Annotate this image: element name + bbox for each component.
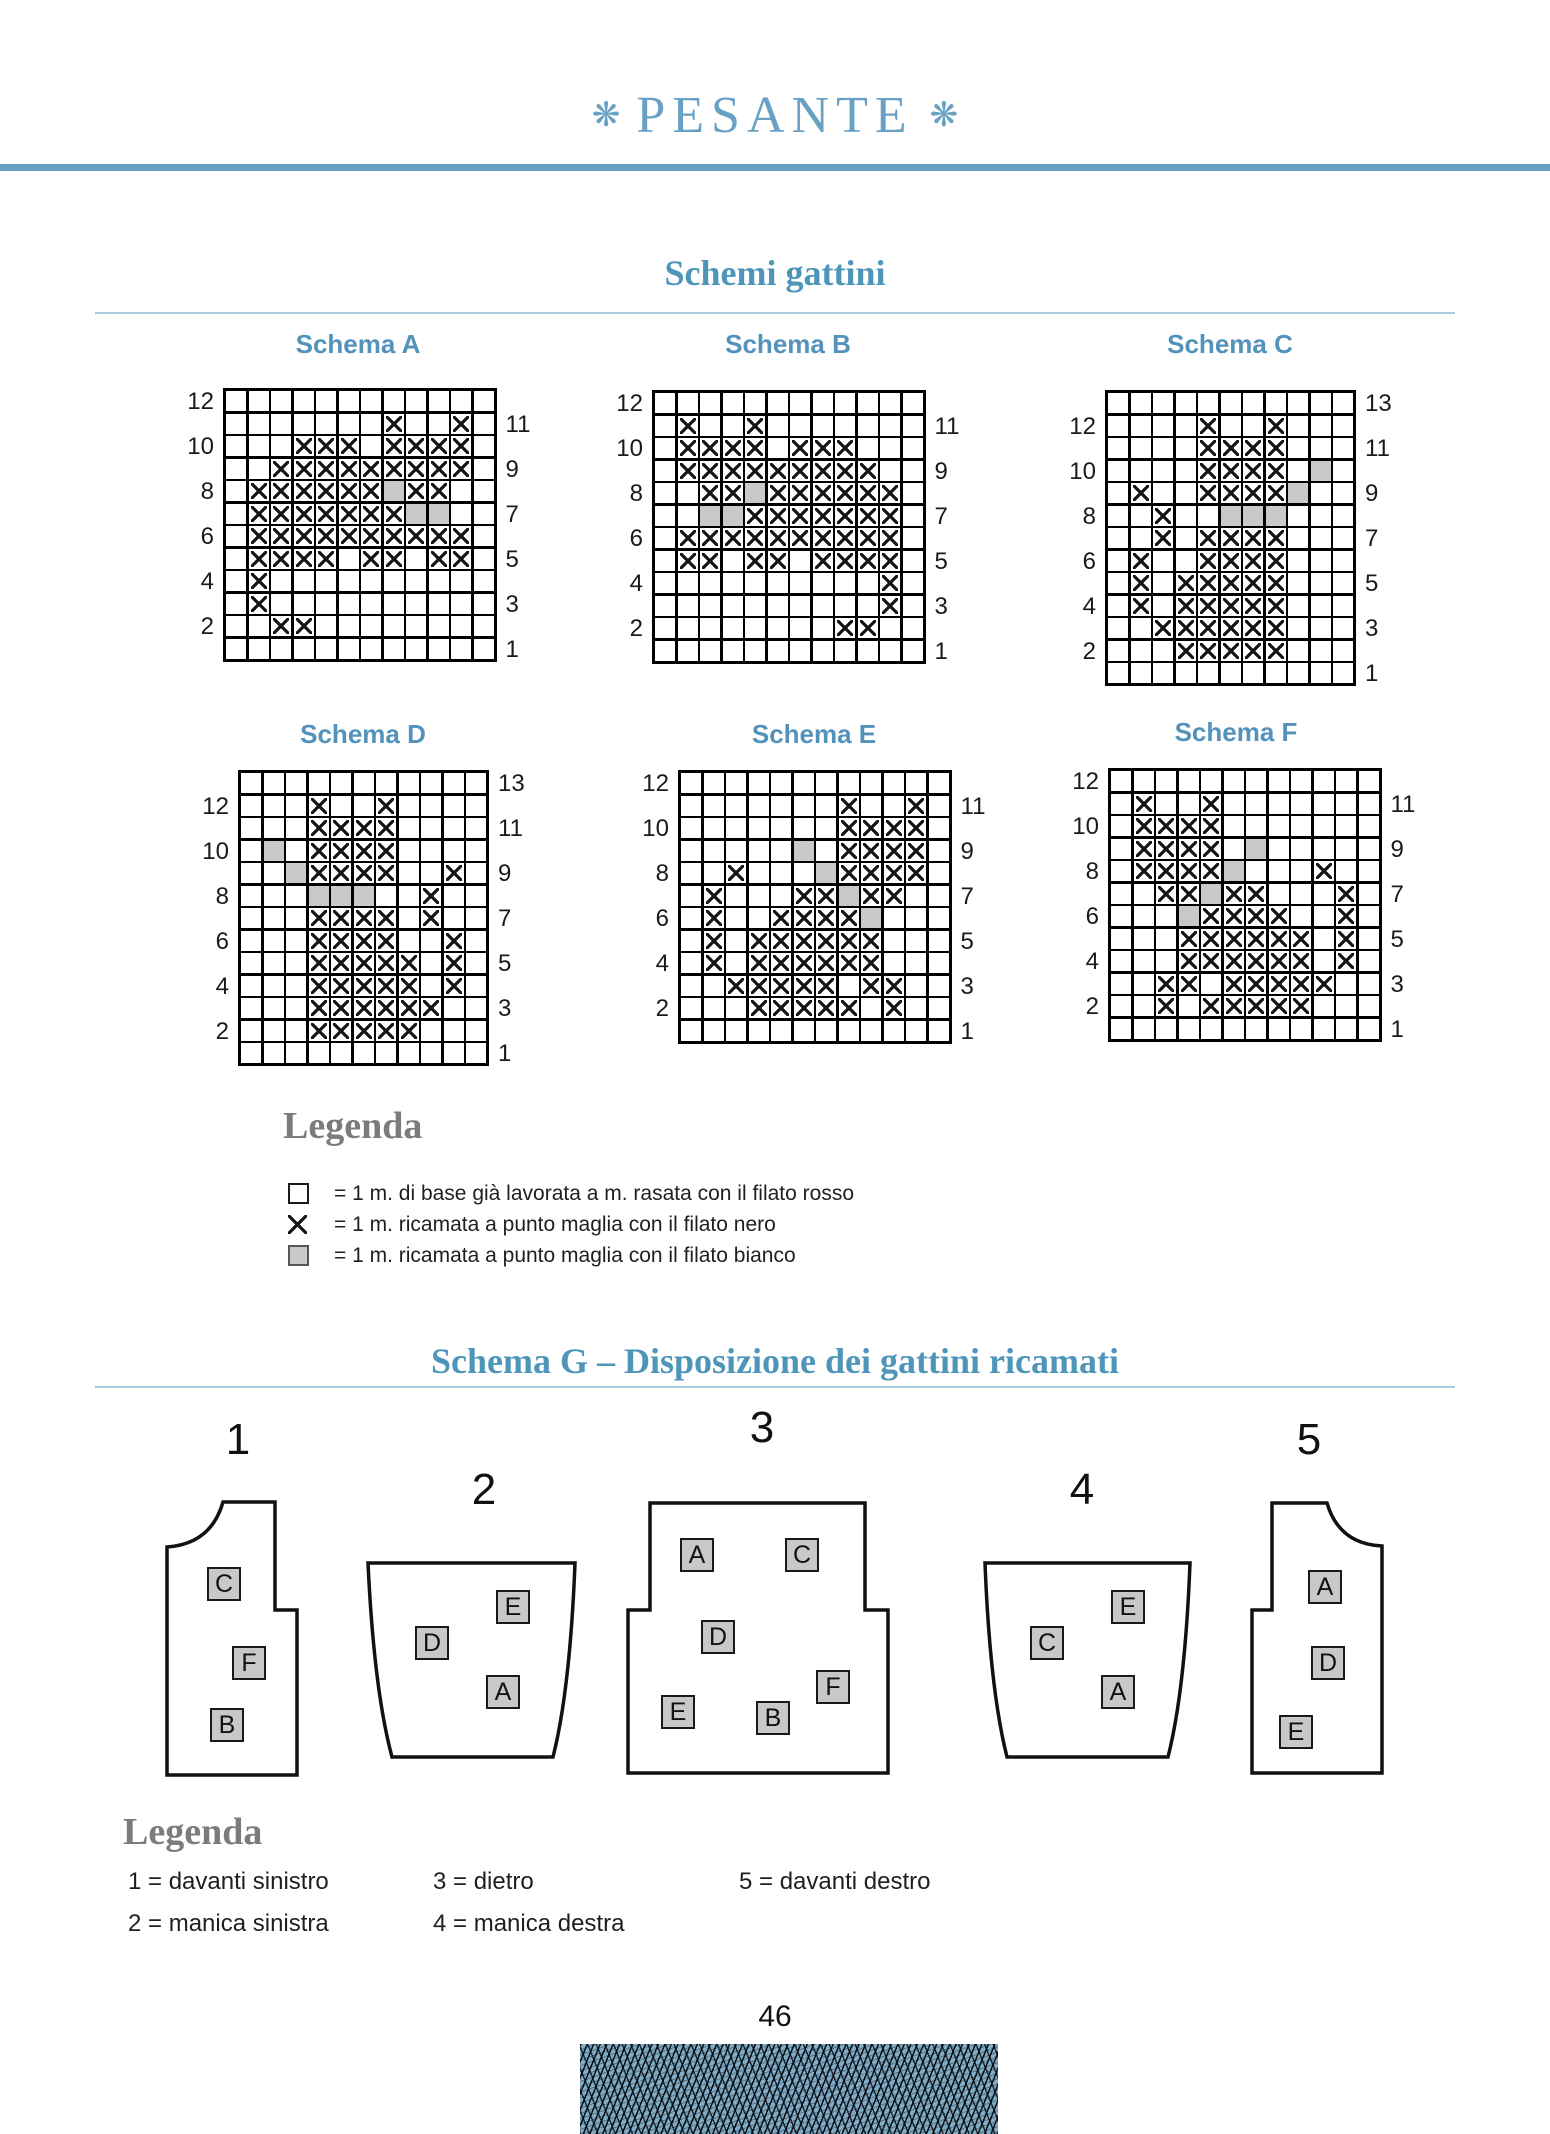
schema-c-title: Schema C bbox=[1167, 329, 1293, 359]
schema-letter-box: A bbox=[1308, 1570, 1342, 1604]
legend-text: = 1 m. di base già lavorata a m. rasata con il filato rosso bbox=[334, 1181, 855, 1205]
schema-letter-box: B bbox=[756, 1701, 790, 1735]
piece-number: 2 bbox=[471, 1465, 497, 1514]
row-label: 7 bbox=[1365, 525, 1379, 552]
schema-letter-box: B bbox=[210, 1708, 244, 1742]
row-label: 5 bbox=[1390, 925, 1404, 953]
legend-text: = 1 m. ricamata a punto maglia con il filato bianco bbox=[334, 1243, 796, 1267]
schema-letter-box: D bbox=[701, 1620, 735, 1654]
row-label: 4 bbox=[655, 950, 669, 977]
row-label: 1 bbox=[960, 1017, 974, 1045]
row-label: 3 bbox=[498, 995, 512, 1022]
piece-outline-5 bbox=[1252, 1503, 1382, 1773]
row-label: 8 bbox=[629, 480, 643, 507]
row-label: 1 bbox=[498, 1040, 512, 1067]
row-label: 6 bbox=[1085, 903, 1099, 930]
row-label: 7 bbox=[1390, 880, 1404, 908]
row-label: 12 bbox=[1069, 412, 1096, 440]
row-label: 11 bbox=[960, 792, 986, 820]
row-label: 11 bbox=[934, 412, 960, 440]
row-label: 5 bbox=[498, 950, 512, 977]
layout-legend-heading: Legenda bbox=[123, 1811, 263, 1853]
row-label: 12 bbox=[187, 388, 214, 415]
row-label: 3 bbox=[934, 592, 948, 620]
row-label: 12 bbox=[642, 770, 669, 797]
row-label: 9 bbox=[1365, 480, 1379, 507]
section-heading-schema-g: Schema G – Disposizione dei gattini ricamati bbox=[431, 1341, 1119, 1381]
row-label: 3 bbox=[960, 972, 974, 1000]
row-label: 2 bbox=[1082, 637, 1096, 665]
row-label: 12 bbox=[616, 390, 643, 417]
schema-f-title: Schema F bbox=[1174, 717, 1298, 747]
row-label: 8 bbox=[1085, 858, 1099, 885]
row-label: 4 bbox=[1085, 948, 1099, 975]
row-label: 9 bbox=[960, 837, 974, 865]
piece-number: 5 bbox=[1296, 1415, 1322, 1464]
schema-letter-box: F bbox=[232, 1646, 266, 1680]
row-label: 9 bbox=[1390, 835, 1404, 863]
piece-number: 1 bbox=[225, 1415, 251, 1464]
row-label: 2 bbox=[655, 995, 669, 1022]
row-label: 2 bbox=[200, 613, 214, 640]
schema-letter-box: E bbox=[661, 1695, 695, 1729]
row-label: 8 bbox=[1082, 502, 1096, 530]
schema-letter-box: E bbox=[1111, 1590, 1145, 1624]
row-label: 6 bbox=[215, 927, 229, 955]
piece-outline-2 bbox=[368, 1563, 575, 1757]
row-label: 6 bbox=[1082, 547, 1096, 575]
row-label: 12 bbox=[1072, 768, 1099, 795]
schema-letter-box: A bbox=[486, 1675, 520, 1709]
layout-legend-item: 4 = manica destra bbox=[433, 1910, 625, 1937]
row-label: 7 bbox=[934, 502, 948, 530]
row-label: 10 bbox=[616, 435, 643, 462]
schema-letter-box: C bbox=[207, 1567, 241, 1601]
schema-b-title: Schema B bbox=[725, 329, 851, 359]
layout-legend-item: 5 = davanti destro bbox=[739, 1868, 931, 1895]
row-label: 8 bbox=[200, 478, 214, 505]
row-label: 8 bbox=[655, 860, 669, 887]
row-label: 5 bbox=[934, 547, 948, 575]
row-label: 4 bbox=[629, 570, 643, 597]
row-label: 1 bbox=[1390, 1015, 1404, 1043]
row-label: 5 bbox=[960, 927, 974, 955]
schema-a-title: Schema A bbox=[295, 329, 421, 359]
row-label: 5 bbox=[1365, 570, 1379, 597]
page-number: 46 bbox=[758, 2000, 792, 2033]
row-label: 10 bbox=[642, 815, 669, 842]
layout-legend-item: 3 = dietro bbox=[433, 1868, 534, 1895]
row-label: 1 bbox=[934, 637, 948, 665]
piece-number: 3 bbox=[749, 1403, 775, 1452]
row-label: 9 bbox=[934, 457, 948, 485]
row-label: 13 bbox=[1365, 390, 1392, 417]
row-label: 5 bbox=[505, 545, 519, 573]
row-label: 2 bbox=[215, 1017, 229, 1045]
schema-letter-box: F bbox=[816, 1670, 850, 1704]
schema-letter-box: A bbox=[680, 1538, 714, 1572]
chart-legend-heading: Legenda bbox=[283, 1105, 423, 1147]
flower-ornament-icon: ❋ bbox=[591, 95, 621, 135]
schema-letter-box: D bbox=[415, 1626, 449, 1660]
row-label: 9 bbox=[498, 860, 512, 887]
schema-letter-box: A bbox=[1101, 1675, 1135, 1709]
row-label: 13 bbox=[498, 770, 525, 797]
row-label: 10 bbox=[202, 837, 229, 865]
row-label: 9 bbox=[505, 455, 519, 483]
row-label: 1 bbox=[1365, 660, 1379, 687]
layout-legend-item: 2 = manica sinistra bbox=[128, 1910, 329, 1937]
section-heading-schemi-gattini: Schemi gattini bbox=[664, 253, 886, 293]
schema-letter-box: E bbox=[1279, 1715, 1313, 1749]
row-label: 8 bbox=[215, 882, 229, 910]
flower-ornament-icon: ❋ bbox=[929, 95, 959, 135]
row-label: 3 bbox=[1365, 615, 1379, 642]
row-label: 11 bbox=[505, 410, 531, 438]
row-label: 10 bbox=[1069, 457, 1096, 485]
row-label: 12 bbox=[202, 792, 229, 820]
legend-text: = 1 m. ricamata a punto maglia con il filato nero bbox=[334, 1212, 776, 1236]
schema-letter-box: E bbox=[496, 1590, 530, 1624]
row-label: 6 bbox=[200, 523, 214, 550]
row-label: 7 bbox=[505, 500, 519, 528]
schema-letter-box: C bbox=[785, 1538, 819, 1572]
knit-sample-photo bbox=[580, 2044, 998, 2134]
row-label: 4 bbox=[200, 568, 214, 595]
page-title-text: PESANTE bbox=[636, 87, 914, 144]
schema-letter-box: C bbox=[1030, 1626, 1064, 1660]
row-label: 2 bbox=[629, 615, 643, 642]
row-label: 6 bbox=[655, 905, 669, 932]
row-label: 11 bbox=[1390, 790, 1416, 818]
row-label: 4 bbox=[1082, 592, 1096, 620]
piece-number: 4 bbox=[1069, 1465, 1095, 1514]
row-label: 7 bbox=[498, 905, 512, 932]
row-label: 10 bbox=[187, 433, 214, 460]
row-label: 3 bbox=[505, 590, 519, 618]
schema-e-title: Schema E bbox=[751, 719, 877, 749]
row-label: 11 bbox=[1365, 435, 1390, 462]
row-label: 4 bbox=[215, 972, 229, 1000]
schema-d-title: Schema D bbox=[300, 719, 426, 749]
row-label: 10 bbox=[1072, 813, 1099, 840]
layout-legend-item: 1 = davanti sinistro bbox=[128, 1868, 329, 1895]
row-label: 7 bbox=[960, 882, 974, 910]
row-label: 3 bbox=[1390, 970, 1404, 998]
row-label: 1 bbox=[505, 635, 519, 663]
row-label: 6 bbox=[629, 525, 643, 552]
row-label: 11 bbox=[498, 815, 523, 842]
piece-outline-4 bbox=[985, 1563, 1190, 1757]
row-label: 2 bbox=[1085, 993, 1099, 1020]
schema-letter-box: D bbox=[1311, 1646, 1345, 1680]
